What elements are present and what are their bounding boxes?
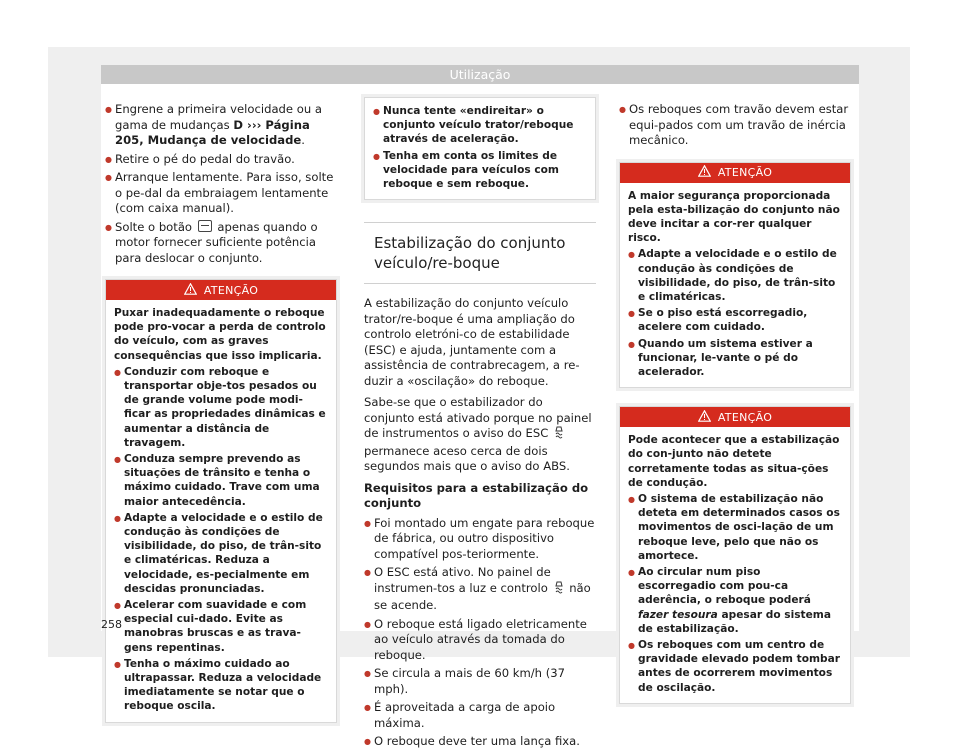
warning-title: ATENÇÃO — [203, 283, 259, 297]
list-item: ● O reboque está ligado eletricamente ao veículo através da tomada do reboque. — [364, 617, 596, 664]
list-item: ● É aproveitada a carga de apoio máxima. — [364, 700, 596, 731]
list-item: ● Se circula a mais de 60 km/h (37 mph). — [364, 666, 596, 697]
list-item: ● Adapte a velocidade e o estilo de condução às condições de visibilidade, do piso, de trân-sito e climatéricas. — [628, 247, 842, 304]
list-item: ● Arranque lentamente. Para isso, solte o pe-dal da embraiagem lentamente (com caixa manual). — [105, 170, 337, 217]
list-item: ● Se o piso está escorregadio, acelere com cuidado. — [628, 306, 842, 334]
list-item: ● Tenha em conta os limites de velocidade para veículos com reboque e sem reboque. — [373, 149, 587, 192]
warning-intro: Pode acontecer que a estabilização do con-junto não detete corretamente todas as situa-ções de condução. — [628, 434, 840, 489]
list-item: ● Engrene a primeira velocidade ou a gama de mudanças D ››› Página 205, Mudança de velocidade. — [105, 102, 337, 149]
page-header: Utilização — [101, 65, 859, 84]
warning-triangle-icon — [698, 410, 711, 425]
list-item: ● Tenha o máximo cuidado ao ultrapassar. Reduza a velocidade imediatamente se notar que o reboque oscila. — [114, 657, 328, 714]
esc-control-icon — [554, 581, 564, 599]
section-title: Estabilização do conjunto veículo/re-boque — [364, 222, 596, 284]
warning-intro: A maior segurança proporcionada pela esta-bilização do conjunto não deve incitar a cor-rer qualquer risco. — [628, 189, 840, 245]
paragraph: Sabe-se que o estabilizador do conjunto está ativado porque no painel de instrumentos o aviso do ESC permanece aceso cerca de dois segundos mais que o aviso do ABS. — [364, 395, 592, 474]
warning-header — [620, 407, 850, 427]
list-item: ● Quando um sistema estiver a funcionar, le-vante o pé do acelerador. — [628, 337, 842, 380]
warning-title: ATENÇÃO — [717, 166, 773, 179]
warning-box — [619, 162, 851, 389]
list-item: ● Os reboques com um centro de gravidade elevado podem tombar antes de ocorrerem movimentos de oscilação. — [628, 638, 842, 695]
brake-button-icon — [198, 220, 212, 232]
warning-triangle-icon — [698, 165, 711, 180]
list-item: ● Retire o pé do pedal do travão. — [105, 152, 337, 168]
list-item: ● Solte o botão apenas quando o motor fornecer suficiente potência para deslocar o conjunto. — [105, 220, 337, 267]
warning-header — [620, 163, 850, 183]
list-item: ● Conduzir com reboque e transportar obje-tos pesados ou de grande volume pode modi-ficar as propriedades dinâmicas e aumentar a distância de travagem. — [114, 365, 328, 450]
list-item: ● O ESC está ativo. No painel de instrumen-tos a luz e controlo não se acende. — [364, 565, 596, 614]
warning-title: ATENÇÃO — [717, 410, 773, 424]
list-item: ● Foi montado um engate para reboque de fábrica, ou outro dispositivo compatível pos-teriormente. — [364, 516, 596, 563]
warning-box-continued — [364, 97, 596, 200]
list-item: ● O sistema de estabilização não deteta em determinados casos os movimentos de osci-lação de um reboque leve, pelo que não os amortece. — [628, 492, 842, 563]
column-2 — [364, 97, 596, 753]
cross-reference-link[interactable]: D ››› Página 205, Mudança de velocidade — [115, 117, 310, 147]
list-item: ● Acelerar com suavidade e com especial cui-dado. Evite as manobras bruscas e as trava-gens repentinas. — [114, 598, 328, 655]
list-item: ● Ao circular num piso escorregadio com pou-ca aderência, o reboque poderá fazer tesoura apesar do sistema de estabilização. — [628, 565, 842, 636]
warning-box — [105, 279, 337, 723]
column-1 — [105, 102, 337, 723]
page-number: 258 — [101, 618, 122, 631]
page-content — [101, 84, 859, 749]
list-item: ● Adapte a velocidade e o estilo de condução às condições de visibilidade, do piso, de trân-sito e climatéricas. Reduza a velocidade, es-pecialmente em descidas pronunciadas. — [114, 511, 328, 596]
list-item: ● Nunca tente «endireitar» o conjunto veículo trator/reboque através de aceleração. — [373, 104, 587, 147]
warning-intro: Puxar inadequadamente o reboque pode pro-vocar a perda de controlo do veículo, com as graves consequências que isso implicaria. — [114, 307, 326, 362]
paragraph: A estabilização do conjunto veículo trator/re-boque é uma ampliação do controlo eletróni-co de estabilidade (ESC) e ajuda, juntamente com a assistência de contrabrecagem, a re-duzir a «oscilação» do reboque. — [364, 296, 580, 388]
esc-warning-icon — [554, 426, 564, 444]
list-item: ● O reboque deve ter uma lança fixa. — [364, 734, 596, 750]
list-item: ● Os reboques com travão devem estar equi-pados com um travão de inércia mecânico. — [619, 102, 851, 149]
warning-header — [106, 280, 336, 300]
warning-triangle-icon — [184, 283, 197, 298]
column-3 — [619, 102, 851, 704]
list-item: ● Conduza sempre prevendo as situações de trânsito e tenha o máximo cuidado. Trave com uma maior antecedência. — [114, 452, 328, 509]
warning-box — [619, 406, 851, 704]
subheading: Requisitos para a estabilização do conjunto — [364, 480, 589, 511]
